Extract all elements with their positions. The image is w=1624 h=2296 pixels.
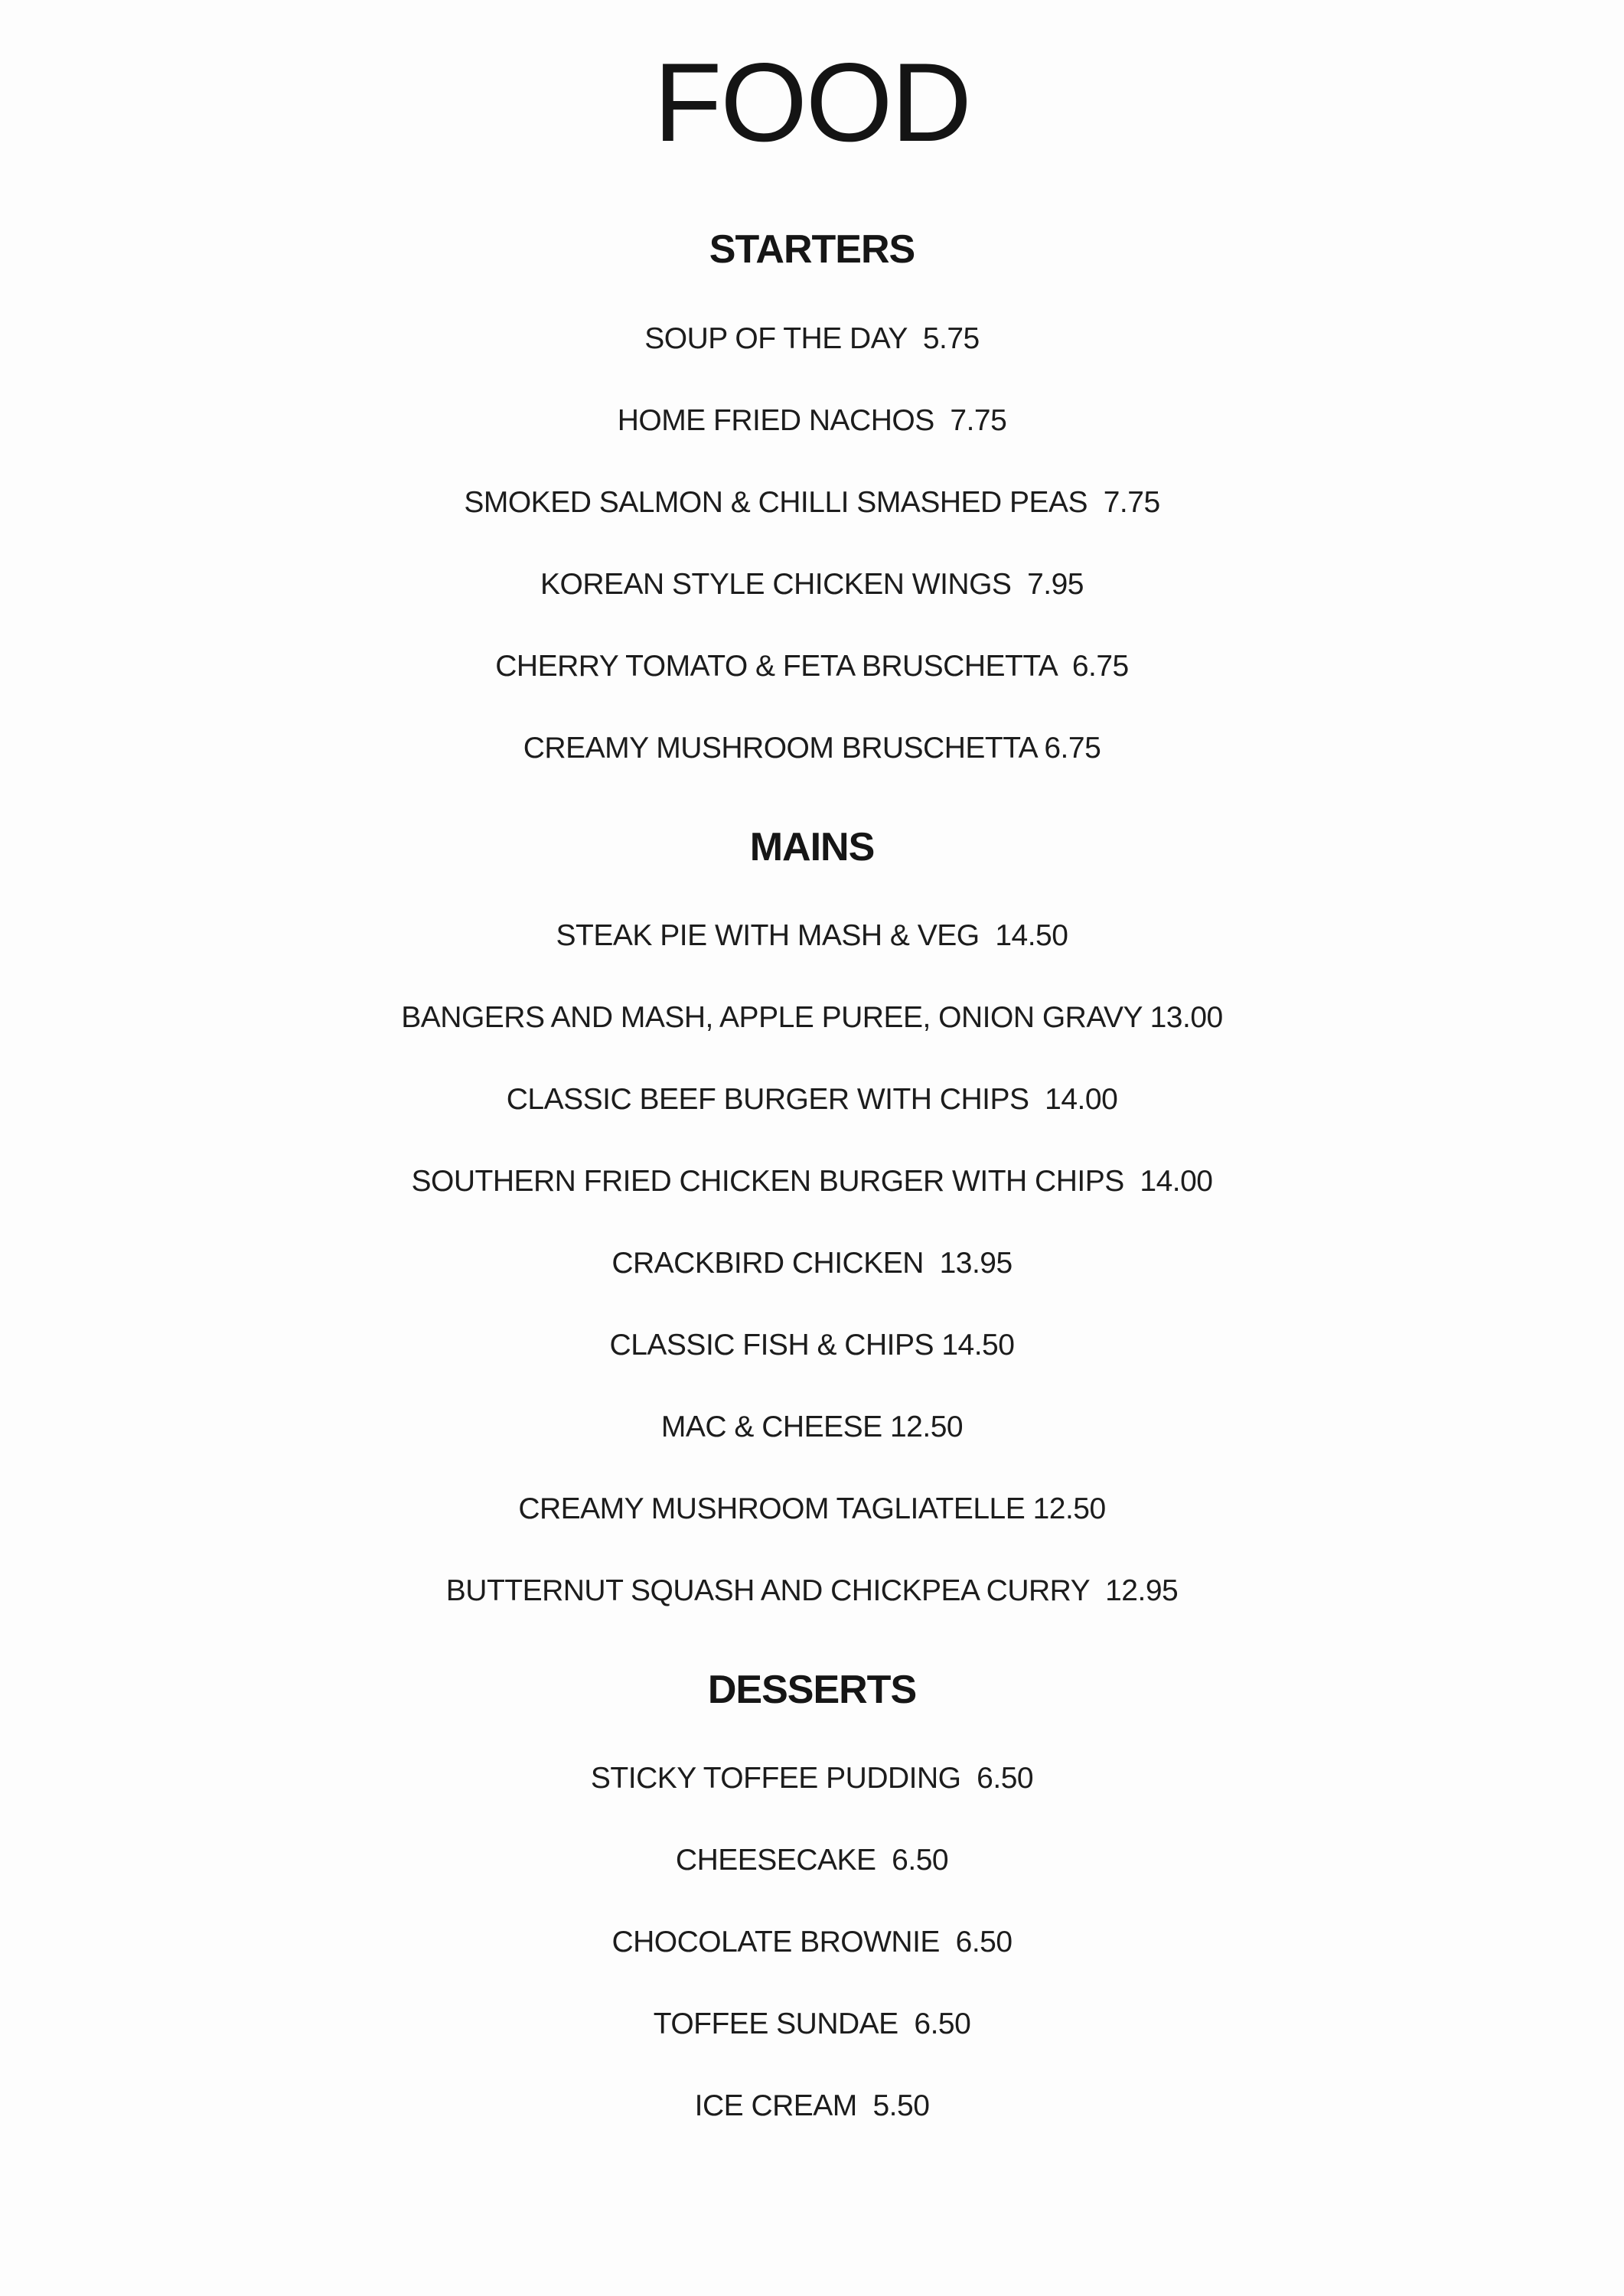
item-name: HOME FRIED NACHOS [617, 403, 934, 437]
item-separator [1124, 1165, 1140, 1198]
item-separator [1036, 732, 1044, 765]
menu-item [0, 647, 1624, 685]
menu-item [0, 566, 1624, 603]
item-price: 13.00 [1150, 1000, 1223, 1034]
item-separator [882, 1411, 890, 1443]
item-separator [1011, 568, 1027, 601]
menu-item [0, 1490, 1624, 1528]
item-price: 6.50 [955, 1926, 1013, 1959]
item-price: 7.75 [950, 403, 1007, 437]
menu-item [0, 1572, 1624, 1609]
item-name: CRACKBIRD CHICKEN [611, 1246, 924, 1280]
item-name: CLASSIC BEEF BURGER WITH CHIPS [506, 1082, 1029, 1116]
menu-sections [0, 226, 1624, 2125]
menu-item [0, 1408, 1624, 1446]
item-separator [1142, 1001, 1150, 1034]
item-price: 5.50 [872, 2089, 930, 2123]
item-name: CHERRY TOMATO & FETA BRUSCHETTA [495, 649, 1057, 683]
item-separator [898, 2007, 915, 2040]
item-name: CREAMY MUSHROOM TAGLIATELLE [518, 1492, 1026, 1525]
item-separator [907, 322, 923, 355]
item-separator [934, 404, 951, 437]
item-separator [1088, 486, 1104, 519]
item-separator [980, 919, 996, 952]
item-separator [934, 1329, 941, 1362]
menu-item [0, 484, 1624, 521]
item-separator [1029, 1083, 1045, 1116]
menu-item [0, 729, 1624, 767]
item-price: 12.50 [1032, 1492, 1106, 1525]
item-name: SOUTHERN FRIED CHICKEN BURGER WITH CHIPS [411, 1164, 1124, 1198]
item-name: ICE CREAM [694, 2089, 857, 2123]
item-name: TOFFEE SUNDAE [653, 2007, 898, 2041]
item-price: 14.50 [995, 918, 1068, 952]
item-name: KOREAN STYLE CHICKEN WINGS [540, 567, 1012, 601]
item-price: 6.75 [1044, 731, 1101, 765]
menu-item [0, 917, 1624, 954]
menu-item [0, 320, 1624, 357]
menu-item [0, 2087, 1624, 2125]
item-name: CHEESECAKE [675, 1844, 876, 1877]
item-separator [857, 2089, 873, 2122]
menu-item [0, 1841, 1624, 1879]
item-name: CREAMY MUSHROOM BRUSCHETTA [523, 731, 1037, 765]
item-price: 14.00 [1045, 1082, 1118, 1116]
menu-item [0, 1081, 1624, 1118]
item-name: STEAK PIE WITH MASH & VEG [556, 918, 980, 952]
item-name: MAC & CHEESE [660, 1410, 882, 1443]
section-heading-starters: STARTERS [709, 227, 915, 272]
item-name: STICKY TOFFEE PUDDING [590, 1762, 961, 1795]
menu-item [0, 1244, 1624, 1282]
item-separator [940, 1926, 956, 1958]
page-title: FOOD [654, 40, 970, 165]
item-name: SOUP OF THE DAY [644, 321, 908, 355]
item-separator [876, 1844, 892, 1877]
menu-item [0, 402, 1624, 439]
item-price: 5.75 [922, 321, 980, 355]
item-price: 6.75 [1071, 649, 1129, 683]
item-price: 6.50 [977, 1762, 1034, 1795]
item-price: 12.95 [1105, 1574, 1179, 1607]
item-price: 6.50 [892, 1844, 949, 1877]
item-name: BUTTERNUT SQUASH AND CHICKPEA CURRY [445, 1574, 1090, 1607]
item-separator [924, 1247, 940, 1280]
item-price: 14.50 [941, 1328, 1015, 1362]
menu-item [0, 2005, 1624, 2043]
item-separator [1056, 650, 1072, 683]
item-name: CHOCOLATE BROWNIE [611, 1926, 940, 1959]
item-name: CLASSIC FISH & CHIPS [609, 1328, 934, 1362]
item-price: 12.50 [889, 1410, 964, 1443]
item-price: 13.95 [939, 1246, 1013, 1280]
menu-item [0, 1923, 1624, 1961]
item-name: BANGERS AND MASH, APPLE PUREE, ONION GRAVY [401, 1000, 1143, 1034]
menu-item [0, 1163, 1624, 1200]
item-price: 14.00 [1140, 1164, 1213, 1198]
menu-item [0, 1760, 1624, 1797]
item-separator [1089, 1574, 1105, 1607]
section-heading-mains: MAINS [749, 824, 875, 869]
item-price: 7.95 [1027, 567, 1084, 601]
menu-item [0, 1326, 1624, 1364]
menu-item [0, 999, 1624, 1036]
item-price: 7.75 [1103, 485, 1160, 519]
item-separator [1025, 1492, 1032, 1525]
item-price: 6.50 [914, 2007, 971, 2041]
item-name: SMOKED SALMON & CHILLI SMASHED PEAS [464, 485, 1088, 519]
item-separator [961, 1762, 977, 1795]
section-heading-desserts: DESSERTS [707, 1667, 917, 1712]
